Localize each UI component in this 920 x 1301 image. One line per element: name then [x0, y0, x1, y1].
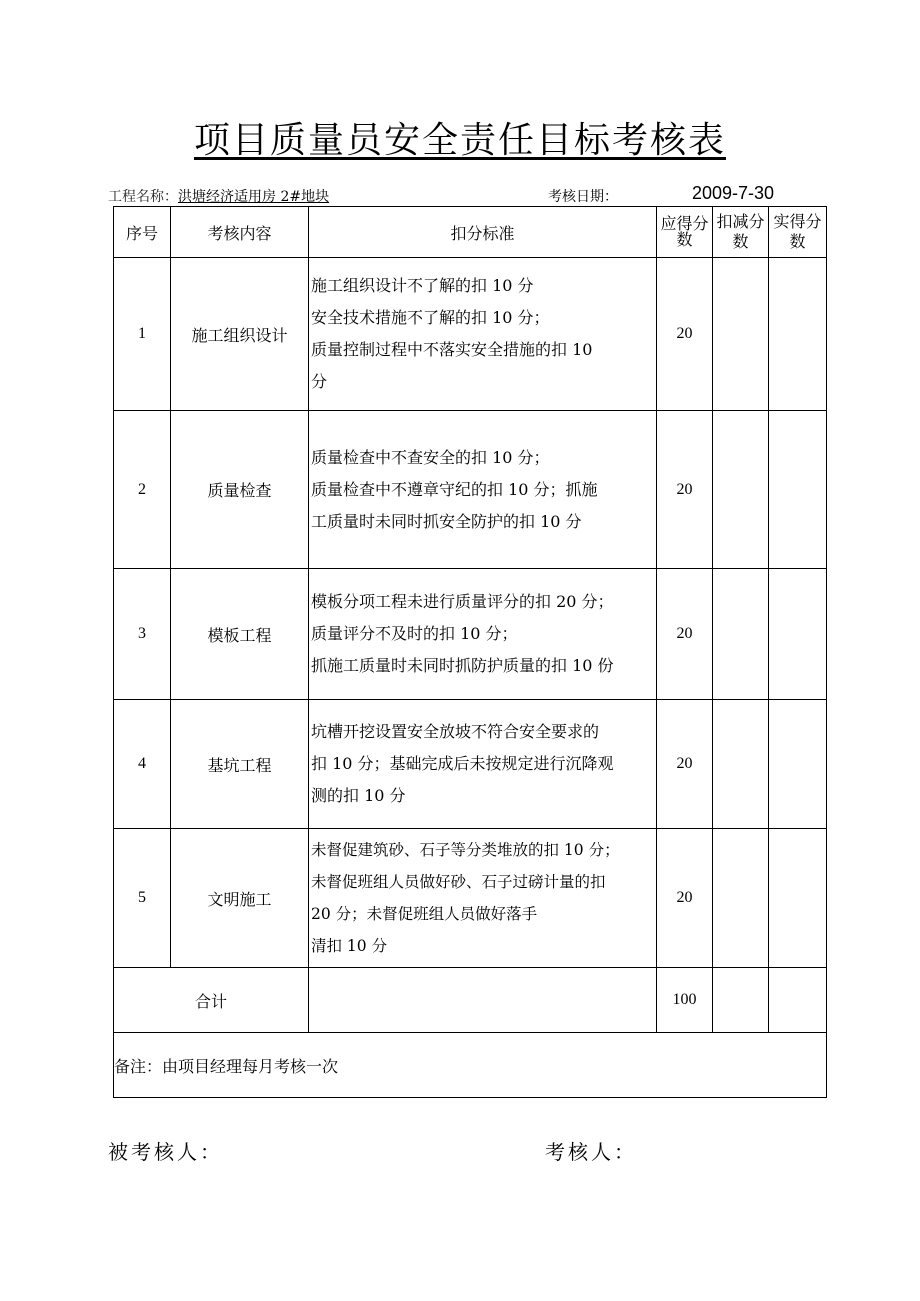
- row-points: 20: [657, 411, 713, 569]
- total-criteria-cell: [309, 968, 657, 1033]
- criteria-line: 扣 10 分；基础完成后未按规定进行沉降观: [311, 754, 614, 773]
- row-criteria: [309, 411, 657, 569]
- table-row: [114, 258, 827, 411]
- row-deduct-cell[interactable]: [713, 569, 769, 700]
- header-criteria: 扣分标准: [309, 207, 657, 258]
- header-seq: 序号: [114, 207, 171, 258]
- table-row: [114, 700, 827, 829]
- criteria-line: 未督促建筑砂、石子等分类堆放的扣 10 分；: [311, 841, 620, 859]
- row-deduct-cell[interactable]: [713, 829, 769, 968]
- row-points: 20: [657, 569, 713, 700]
- table-row: [114, 411, 827, 569]
- row-actual-cell[interactable]: [769, 569, 827, 700]
- row-points: 20: [657, 700, 713, 829]
- row-content: 质量检查: [171, 411, 309, 569]
- criteria-line: 安全技术措施不了解的扣 10 分；: [311, 308, 550, 327]
- row-points: 20: [657, 829, 713, 968]
- row-content: 文明施工: [171, 829, 309, 968]
- assessment-table: [113, 206, 827, 1098]
- header-points: 应得分数: [657, 207, 713, 258]
- row-actual-cell[interactable]: [769, 258, 827, 411]
- row-seq: 3: [114, 569, 171, 700]
- criteria-line: 质量评分不及时的扣 10 分；: [311, 624, 518, 643]
- row-seq: 4: [114, 700, 171, 829]
- row-content: 基坑工程: [171, 700, 309, 829]
- criteria-line: 抓施工质量时未同时抓防护质量的扣 10 份: [311, 656, 614, 675]
- assessment-date-label: 考核日期：: [548, 189, 618, 205]
- note-text: 备注：由项目经理每月考核一次: [114, 1033, 827, 1098]
- row-actual-cell[interactable]: [769, 700, 827, 829]
- criteria-line: 工质量时未同时抓安全防护的扣 10 分: [311, 511, 582, 531]
- header-content: 考核内容: [171, 207, 309, 258]
- table-row: [114, 569, 827, 700]
- project-name-value: 洪塘经济适用房 2#地块: [178, 189, 330, 205]
- criteria-line: 质量控制过程中不落实安全措施的扣 10: [311, 340, 593, 359]
- row-content: 模板工程: [171, 569, 309, 700]
- total-row: [114, 968, 827, 1033]
- row-criteria: [309, 829, 657, 968]
- row-content: 施工组织设计: [171, 258, 309, 411]
- assessment-date-value: 2009-7-30: [692, 183, 775, 203]
- row-criteria: [309, 700, 657, 829]
- row-actual-cell[interactable]: [769, 411, 827, 569]
- header-deduct: 扣减分数: [713, 207, 769, 258]
- criteria-line: 分: [311, 372, 328, 391]
- criteria-line: 施工组织设计不了解的扣 10 分: [311, 276, 534, 295]
- header-actual: 实得分数: [769, 207, 827, 258]
- row-seq: 1: [114, 258, 171, 411]
- total-label: 合计: [114, 968, 309, 1033]
- row-deduct-cell[interactable]: [713, 258, 769, 411]
- row-deduct-cell[interactable]: [713, 700, 769, 829]
- criteria-line: 质量检查中不查安全的扣 10 分；: [311, 447, 550, 467]
- criteria-line: 未督促班组人员做好砂、石子过磅计量的扣: [311, 873, 606, 891]
- row-criteria: [309, 258, 657, 411]
- total-deduct-cell[interactable]: [713, 968, 769, 1033]
- note-row: [114, 1033, 827, 1098]
- assessor-signature-label: 考核人：: [545, 1140, 637, 1164]
- assessee-signature-label: 被考核人：: [108, 1140, 223, 1164]
- total-actual-cell[interactable]: [769, 968, 827, 1033]
- table-row: [114, 829, 827, 968]
- criteria-line: 坑槽开挖设置安全放坡不符合安全要求的: [311, 722, 600, 741]
- criteria-line: 质量检查中不遵章守纪的扣 10 分；抓施: [311, 479, 598, 499]
- criteria-line: 模板分项工程未进行质量评分的扣 20 分；: [311, 592, 614, 611]
- row-actual-cell[interactable]: [769, 829, 827, 968]
- criteria-line: 测的扣 10 分: [311, 786, 406, 805]
- page-title: 项目质量员安全责任目标考核表: [193, 120, 726, 161]
- project-name-field: [108, 186, 329, 206]
- row-criteria: [309, 569, 657, 700]
- total-points: 100: [657, 968, 713, 1033]
- row-points: 20: [657, 258, 713, 411]
- criteria-line: 清扣 10 分: [311, 937, 388, 955]
- row-seq: 5: [114, 829, 171, 968]
- project-name-label: 工程名称：: [108, 189, 178, 205]
- table-header-row: [114, 207, 827, 258]
- row-deduct-cell[interactable]: [713, 411, 769, 569]
- row-seq: 2: [114, 411, 171, 569]
- criteria-line: 20 分；未督促班组人员做好落手: [311, 905, 538, 923]
